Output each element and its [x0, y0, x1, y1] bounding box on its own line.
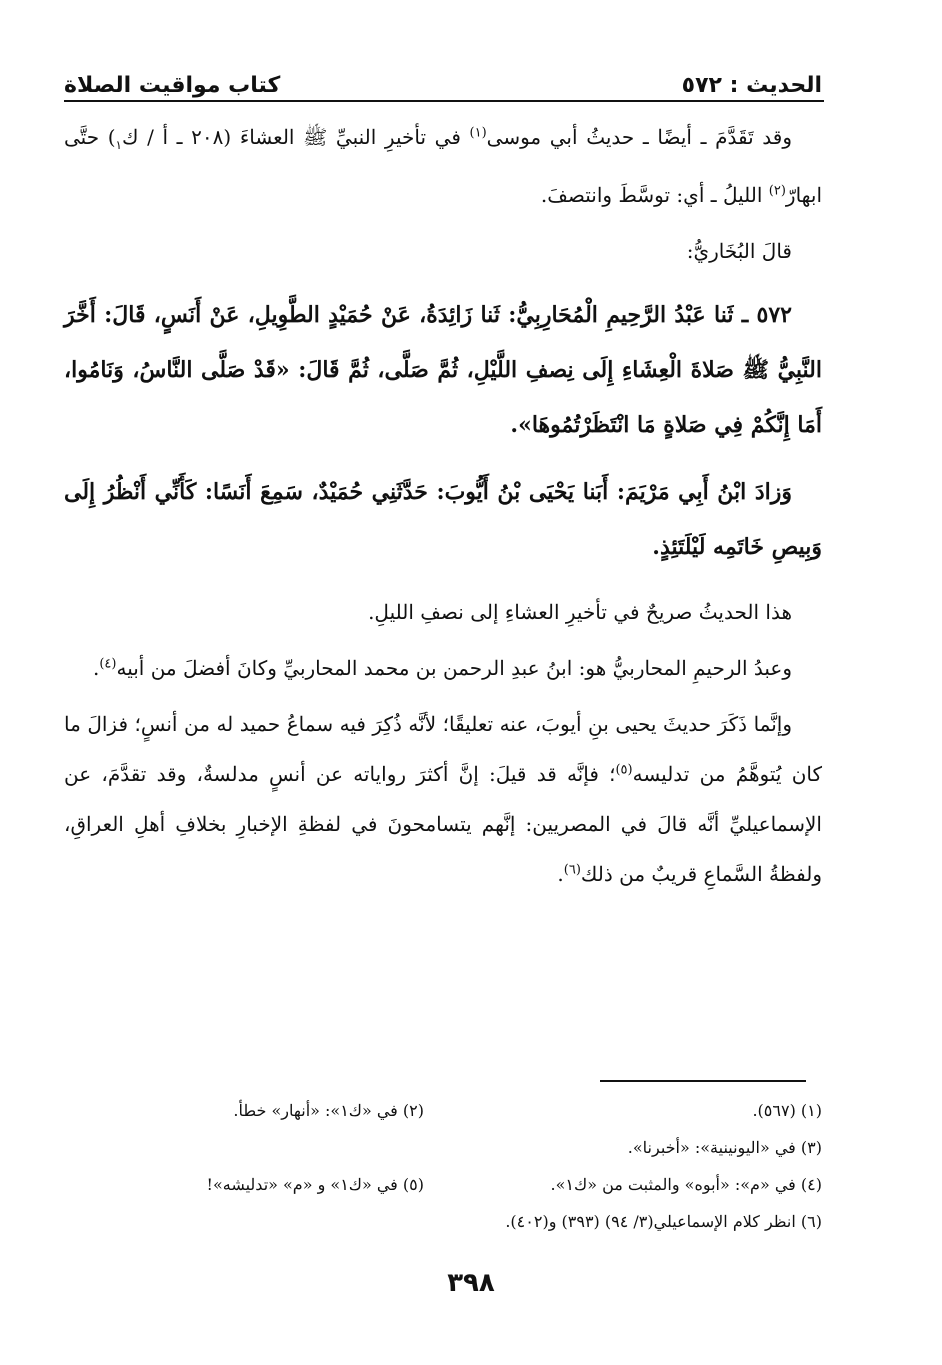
header-book-title: كتاب مواقيت الصلاة: [64, 73, 281, 98]
footnote-row: [134, 1092, 822, 1129]
paragraph-text: وقد تَقَدَّمَ ـ أيضًا ـ حديثُ أبي موسى: [486, 125, 792, 149]
paragraph-text: ؛ فإنَّه قد قيلَ: إنَّ أكثرَ رواياته عن أنسٍ مدلسةٌ، وقد تقدَّمَ، عن الإسماعيليِّ أنَّه قالَ في المصريين: إنَّهم يتسامحونَ في لفظةِ الإخبارِ بخلافِ أهلِ العراقِ، ولفظةُ السَّماعِ قريبٌ من ذلك: [64, 762, 822, 886]
page-number: ٣٩٨: [447, 1268, 495, 1298]
footnote-6: (٦) انظر كلام الإسماعيلي(٣/ ٩٤) (٣٩٣) و(٤٠٢).: [505, 1212, 822, 1231]
paragraph-intro: [64, 112, 822, 220]
footnote-ref-4: (٤): [99, 656, 117, 672]
hadith-block: [64, 288, 822, 453]
paragraph-text: الليلُ ـ أي: توسَّطَ وانتصفَ.: [540, 183, 769, 207]
footnote-divider: [600, 1080, 806, 1082]
paragraph-text: ) حتَّى ابهارّ: [64, 125, 822, 207]
manuscript-subscript: ١: [115, 138, 122, 152]
paragraph-narrator: [64, 643, 822, 693]
paragraph-text: وإنَّما ذَكَرَ حديثَ يحيى بنِ أيوبَ، عنه تعليقًا؛ لأنَّه ذُكِرَ فيه سماعُ حميد له من أنسٍ؛ فزالَ ما كان يُتوهَّمُ من تدليسه: [64, 712, 822, 786]
hadith-text: ثَنا عَبْدُ الرَّحِيمِ الْمُحَارِبِيُّ: ثَنا زَائِدَةُ، عَنْ حُمَيْدٍ الطَّوِيلِ، عَنْ أَنَسٍ، قَالَ: أَخَّرَ النَّبِيُّ ﷺ صَلاةَ الْعِشَاءِ إِلَى نِصفِ اللَّيْلِ، ثُمَّ صَلَّى، ثُمَّ قَالَ: «قَدْ صَلَّى النَّاسُ، وَنَامُوا، أَمَا إِنَّكُمْ فِي صَلاةٍ مَا انْتَظَرْتُمُوهَا».: [64, 302, 823, 438]
footnote-ref-2: (٢): [768, 183, 786, 199]
footnotes: [134, 1092, 822, 1240]
footnote-1: (١) (٥٦٧).: [752, 1101, 822, 1120]
footnote-4: (٤) في «م»: «أبوه» والمثبت من «ك١».: [550, 1175, 822, 1194]
main-text: [64, 112, 822, 905]
paragraph-text: وعبدُ الرحيمِ المحاربيُّ هو: ابنُ عبدِ الرحمن بن محمد المحاربيِّ وكانَ أفضلَ من أبيه: [116, 656, 792, 680]
footnote-row: [134, 1166, 822, 1203]
header-divider: [64, 100, 824, 102]
footnote-3: (٣) في «اليونينية»: «أخبرنا».: [627, 1138, 822, 1157]
paragraph-explanation: [64, 699, 822, 899]
footnote-row: [134, 1129, 822, 1166]
footnote-ref-5: (٥): [615, 762, 633, 778]
running-header: [64, 58, 822, 98]
footnote-ref-1: (١): [469, 125, 487, 141]
bukhari-said: قالَ البُخَاريُّ:: [686, 239, 792, 263]
paragraph-text: .: [557, 862, 564, 886]
paragraph-text: في تأخيرِ النبيِّ ﷺ العشاءَ (٢٠٨ ـ أ / ك: [121, 125, 470, 149]
footnote-5: (٥) في «ك١» و «م» «تدليشه»!: [206, 1175, 424, 1194]
hadith-number: ٥٧٢ ـ: [741, 302, 792, 328]
paragraph-comment: هذا الحديثُ صريحٌ في تأخيرِ العشاءِ إلى نصفِ الليلِ.: [368, 600, 792, 624]
footnote-ref-6: (٦): [563, 862, 581, 878]
paragraph-text: .: [92, 656, 100, 680]
header-hadith-number: الحديث : ٥٧٢: [681, 73, 822, 98]
footnote-2: (٢) في «ك١»: «أنهار» خطأ.: [233, 1101, 424, 1120]
hadith-addition: وَزادَ ابْنُ أَبِي مَرْيَمَ: أَبَنا يَحْيَى بْنُ أَيُّوبَ: حَدَّثَنِي حُمَيْدٌ، سَمِعَ أَنَسًا: كَأَنِّي أَنْظُرُ إِلَى وَبِيصِ خَاتَمِه لَيْلَتَئِذٍ.: [64, 479, 822, 560]
footnote-row: [134, 1203, 822, 1240]
